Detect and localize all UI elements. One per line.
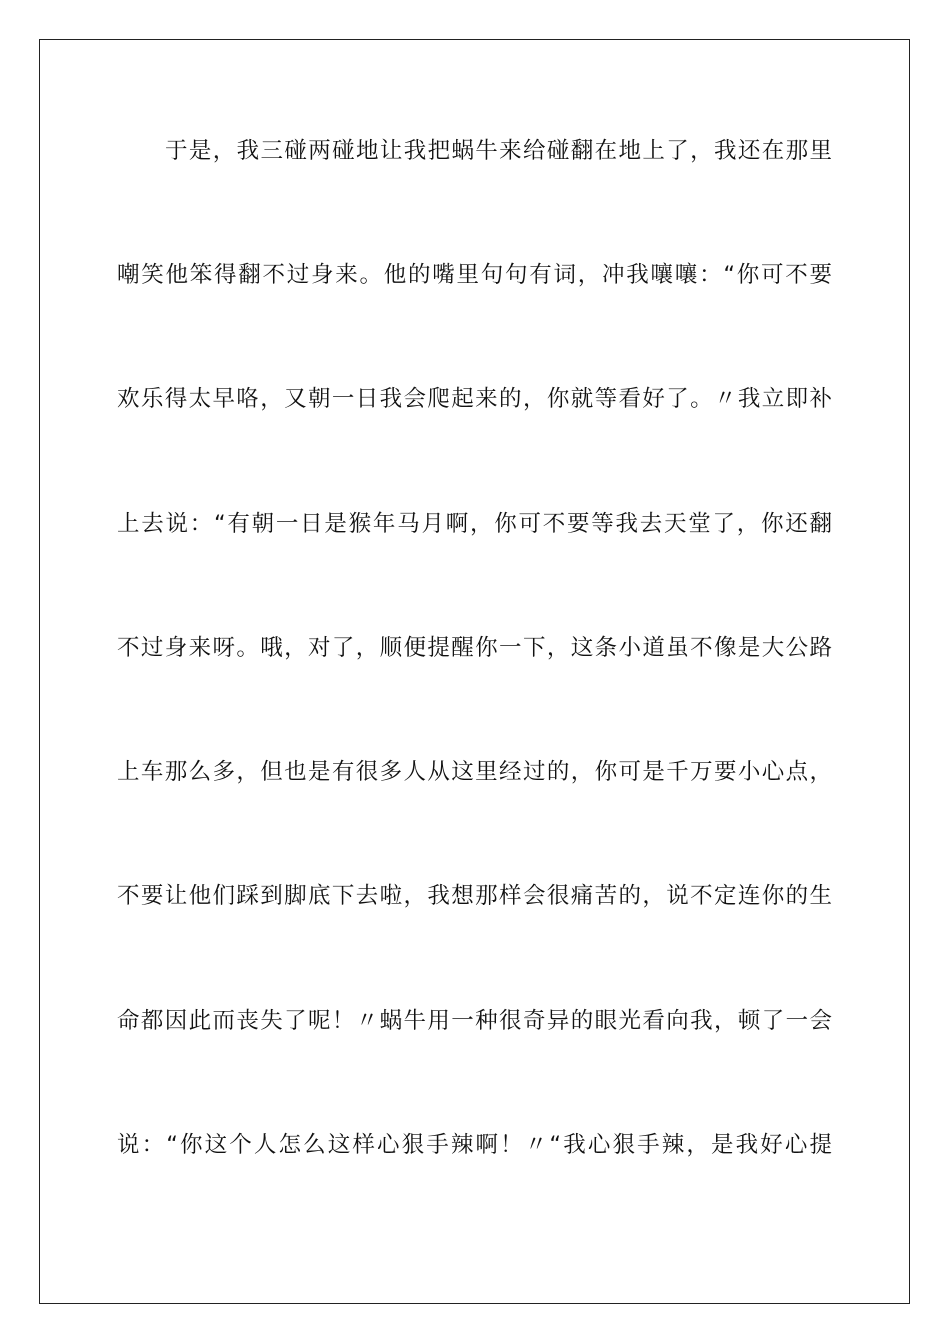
text-line-1: 于是，我三碰两碰地让我把蜗牛来给碰翻在地上了，我还在那里 [165,138,832,164]
text-line-5: 不过身来呀。哦，对了，顺便提醒你一下，这条小道虽不像是大公路 [117,635,832,661]
text-line-7: 不要让他们踩到脚底下去啦，我想那样会很痛苦的，说不定连你的生 [117,883,832,909]
page-border [39,39,910,1304]
text-line-9: 说：“你这个人怎么这样心狠手辣啊！〃“我心狠手辣，是我好心提 [117,1132,832,1158]
text-line-8: 命都因此而丧失了呢！〃蜗牛用一种很奇异的眼光看向我，顿了一会 [117,1008,832,1034]
text-line-3: 欢乐得太早咯，又朝一日我会爬起来的，你就等看好了。〃我立即补 [117,386,832,412]
text-line-6: 上车那么多，但也是有很多人从这里经过的，你可是千万要小心点， [117,759,832,785]
text-line-2: 嘲笑他笨得翻不过身来。他的嘴里句句有词，冲我嚷嚷：“你可不要 [117,262,832,288]
text-line-4: 上去说：“有朝一日是猴年马月啊，你可不要等我去天堂了，你还翻 [117,511,832,537]
